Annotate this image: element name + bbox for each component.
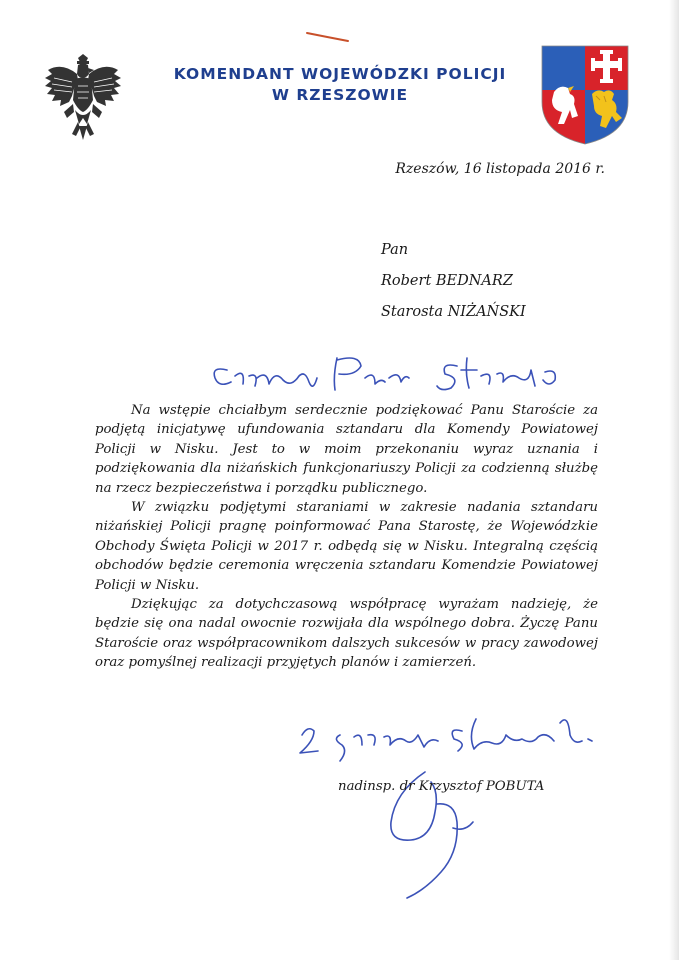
pen-mark xyxy=(305,28,350,46)
polish-eagle-icon xyxy=(42,52,124,144)
addressee-salutation: Pan xyxy=(381,242,409,258)
letter-body xyxy=(95,401,598,673)
page-edge-shadow xyxy=(669,0,679,960)
addressee-name: Robert BEDNARZ xyxy=(381,273,513,289)
coat-of-arms-icon xyxy=(540,44,630,146)
header-title-line2: W RZESZOWIE xyxy=(271,86,409,104)
body-paragraph: Na wstępie chciałbym serdecznie podziękować Panu Staroście za podjętą inicjatywę ufundowania sztandaru dla Komendy Powiatowej Policji w Nisku. Jest to w moim przekonaniu wyraz uznania i podziękowania dla niżańskich funkcjonariuszy Policji za codzienną służbę na rzecz bezpieczeństwa i porządku publicznego. xyxy=(95,403,598,496)
signature-name: nadinsp. dr Krzysztof POBUTA xyxy=(338,779,545,794)
addressee-position: Starosta NIŻAŃSKI xyxy=(381,304,526,320)
letter-date: Rzeszów, 16 listopada 2016 r. xyxy=(395,161,605,177)
handwritten-salutation xyxy=(205,348,575,396)
header-title xyxy=(140,64,540,106)
handwritten-closing xyxy=(292,705,602,765)
addressee-block xyxy=(381,242,526,335)
body-paragraph: W związku podjętymi staraniami w zakresie nadania sztandaru niżańskiej Policji pragnę poinformować Pana Starostę, że Wojewódzkie Obchody Święta Policji w 2017 r. odbędą się w Nisku. Integralną częścią obchodów będzie ceremonia wręczenia sztandaru Komendzie Powiatowej Policji w Nisku. xyxy=(95,500,598,593)
header-title-line1: KOMENDANT WOJEWÓDZKI POLICJI xyxy=(173,65,507,83)
body-paragraph: Dziękując za dotychczasową współpracę wyrażam nadzieję, że będzie się ona nadal owocnie rozwijała dla wspólnego dobra. Życzę Panu Staroście oraz współpracownikom dalszych sukcesów w pracy zawodowej oraz pomyślnej realizacji przyjętych planów i zamierzeń. xyxy=(95,597,598,671)
